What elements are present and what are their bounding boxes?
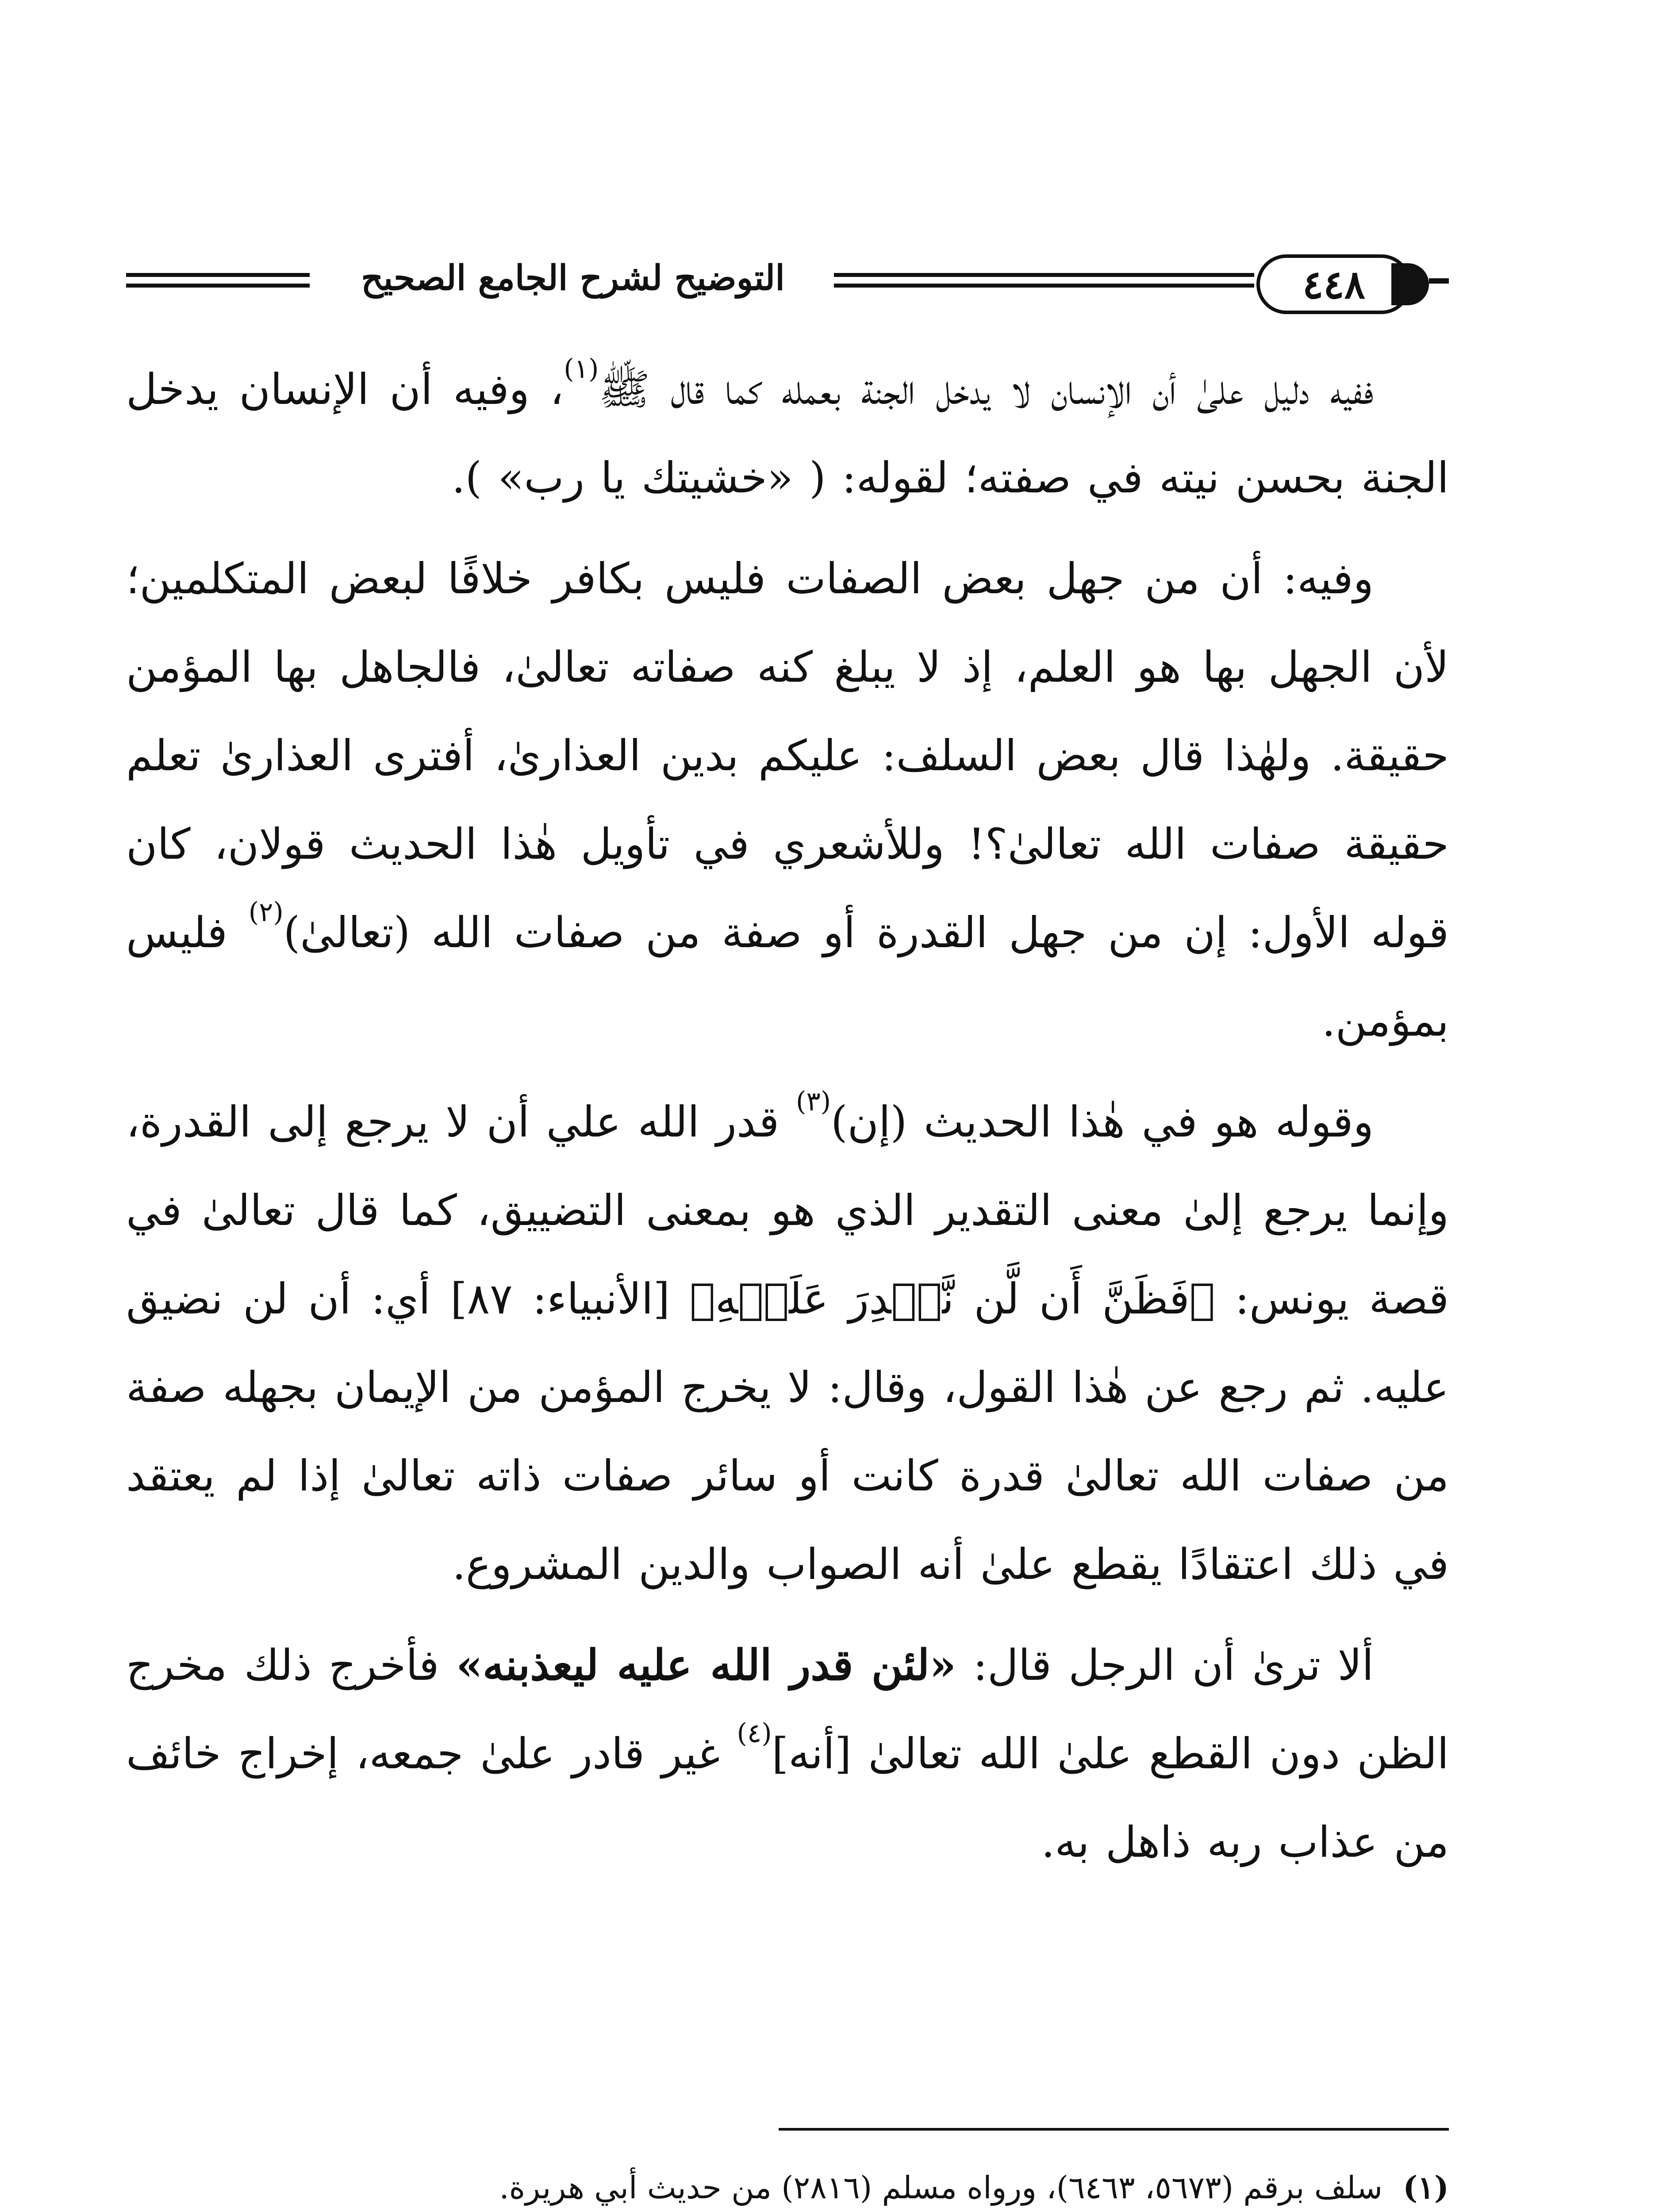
p1-text-b: ، وفيه أن الإنسان يدخل الجنة بحسن نيته في صفته؛ لقوله: ( «خشيتك يا رب» ).	[126, 365, 1449, 503]
footnote-ref-1: (١)	[564, 353, 599, 384]
footnote-ref-4: (٤)	[737, 1718, 772, 1749]
footnotes	[126, 2154, 1449, 2212]
p4-quote: «لئن قدر الله عليه ليعذبنه»	[456, 1640, 956, 1690]
p3-text-b: قدر الله علي أن لا يرجع إلى القدرة، وإنما يرجع إلىٰ معنى التقدير الذي هو بمعنى التضييق، كما قال تعالىٰ في قصة يونس: ﴿فَظَنَّ أَن لَّن نَّقۡدِرَ عَلَيۡهِ﴾ [الأنبياء: ٨٧] أي: أن لن نضيق عليه. ثم رجع عن هٰذا القول، وقال: لا يخرج المؤمن من الإيمان بجهله صفة من صفات الله تعالىٰ قدرة كانت أو سائر صفات ذاته تعالىٰ إذا لم يعتقد في ذلك اعتقادًا يقطع علىٰ أنه الصواب والدين المشروع.	[126, 1097, 1449, 1589]
footnote-ref-3: (٣)	[796, 1086, 831, 1117]
footnote-separator	[779, 2128, 1449, 2131]
p4-text-b: فأخرج ذلك مخرج الظن دون القطع علىٰ الله تعالىٰ [أنه]	[126, 1640, 1449, 1778]
paragraph-4	[126, 1621, 1449, 1886]
p1-text-a: ففيه دليل علىٰ أن الإنسان لا يدخل الجنة بعمله كما قال ﷺ	[599, 365, 1374, 414]
header-rule-middle-top	[834, 273, 1254, 277]
p4-text-c: غير قادر علىٰ جمعه، إخراج خائف من عذاب ربه ذاهل به.	[126, 1729, 1449, 1867]
header-rule-right	[1429, 278, 1449, 284]
paragraph-3	[126, 1078, 1449, 1609]
page-number: ٤٤٨	[1256, 254, 1411, 314]
p2-text-b: فليس بمؤمن.	[126, 908, 1449, 1046]
p2-text-a: وفيه: أن من جهل بعض الصفات فليس بكافر خلافًا لبعض المتكلمين؛ لأن الجهل بها هو العلم، إذ لا يبلغ كنه صفاته تعالىٰ، فالجاهل بها المؤمن حقيقة. ولهٰذا قال بعض السلف: عليكم بدين العذارىٰ، أفترى العذارىٰ تعلم حقيقة صفات الله تعالىٰ؟! وللأشعري في تأويل هٰذا الحديث قولان، كان قوله الأول: إن من جهل القدرة أو صفة من صفات الله (تعالىٰ)	[126, 554, 1449, 957]
paragraph-2	[126, 534, 1449, 1065]
main-text	[126, 345, 1449, 1899]
footnote-ref-2: (٢)	[248, 897, 284, 928]
footnote-1-text: سلف برقم (٥٦٧٣، ٦٤٦٣)، ورواه مسلم (٢٨١٦) من حديث أبي هريرة.	[499, 2170, 1382, 2206]
header-rule-left-bottom	[126, 284, 310, 288]
paragraph-1	[126, 345, 1449, 522]
header-rule-left-top	[126, 273, 310, 277]
header-rule-middle-bottom	[834, 284, 1254, 288]
footnote-1	[126, 2154, 1449, 2212]
page-header	[126, 246, 1449, 321]
p3-text-a: وقوله هو في هٰذا الحديث (إن)	[831, 1097, 1374, 1147]
p4-text-a: ألا ترىٰ أن الرجل قال:	[956, 1640, 1374, 1690]
running-title: التوضيح لشرح الجامع الصحيح	[361, 258, 785, 298]
footnote-1-number: (١)	[1403, 2169, 1449, 2206]
